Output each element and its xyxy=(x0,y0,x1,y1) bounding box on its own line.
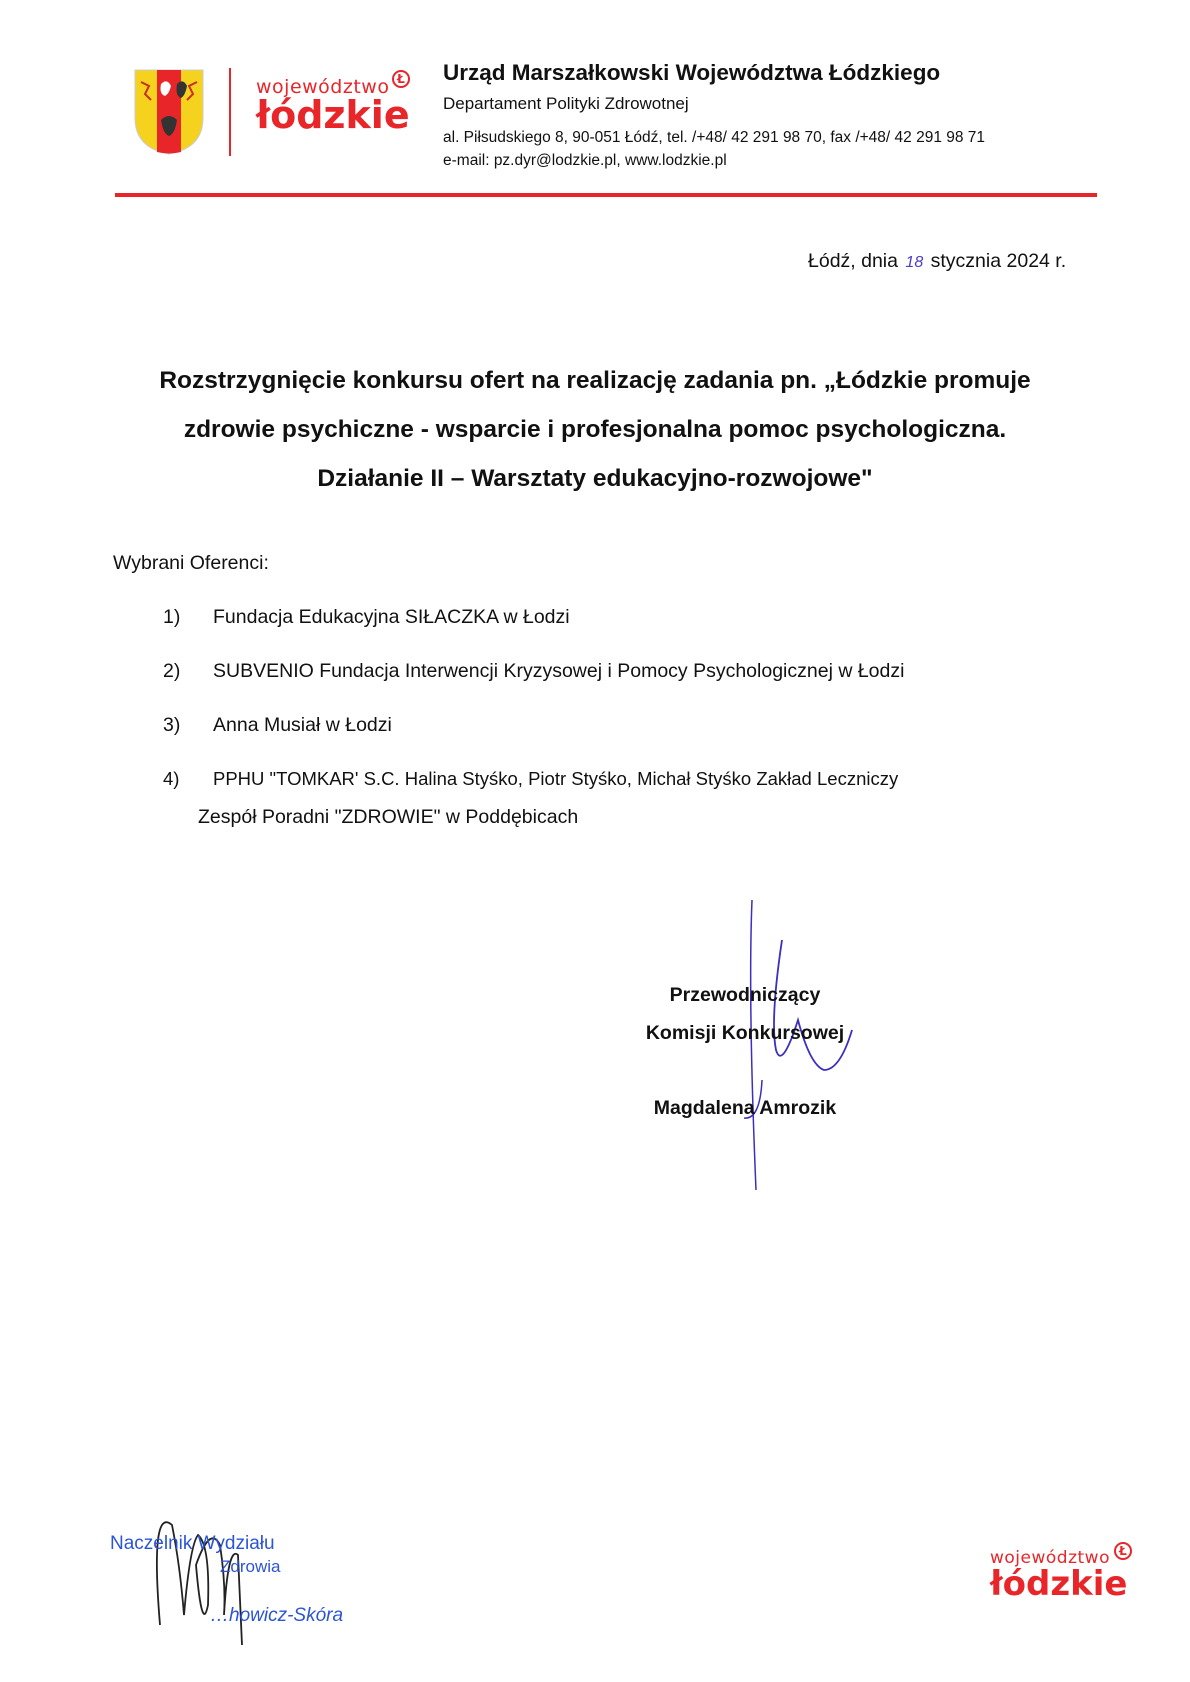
organization-name: Urząd Marszałkowski Województwa Łódzkiego xyxy=(443,60,941,85)
item-text: Anna Musiał w Łodzi xyxy=(213,714,392,736)
item-text: SUBVENIO Fundacja Interwencji Kryzysowej i Pomocy Psychologicznej w Łodzi xyxy=(213,660,905,682)
document-title: Rozstrzygnięcie konkursu ofert na realizację zadania pn. „Łódzkie promuje zdrowie psychiczne - wsparcie i profesjonalna pomoc psychologiczna. Działanie II – Warsztaty edukacyjno-rozwojowe" xyxy=(159,367,1031,492)
header-rule xyxy=(115,193,1097,197)
signatory-name: Magdalena Amrozik xyxy=(653,1097,837,1119)
selected-offerors-label: Wybrani Oferenci: xyxy=(113,552,269,574)
logo-line2: łódzkie xyxy=(256,93,410,137)
header-divider xyxy=(229,68,231,156)
coat-of-arms-icon xyxy=(133,68,205,156)
list-item-continuation: Zespół Poradni "ZDROWIE" w Poddębicach xyxy=(198,806,579,828)
handwritten-day: 18 xyxy=(905,254,924,271)
item-number: 4) xyxy=(163,768,180,789)
list-item xyxy=(163,660,904,683)
list-item xyxy=(163,606,570,629)
signatory-role-line1: Przewodniczący xyxy=(669,984,821,1006)
date-prefix: Łódź, dnia xyxy=(808,250,898,272)
wojewodztwo-lodzkie-logo xyxy=(256,72,410,137)
document-date xyxy=(808,250,1066,273)
stamp-line2: Zdrowia xyxy=(220,1557,281,1576)
logo-mark-icon: Ł xyxy=(392,70,410,88)
signatory-role-line2: Komisji Konkursowej xyxy=(645,1022,845,1044)
stamp-line1: Naczelnik Wydziału xyxy=(110,1533,275,1554)
address-line: al. Piłsudskiego 8, 90-051 Łódź, tel. /+48/ 42 291 98 70, fax /+48/ 42 291 98 71 xyxy=(443,129,986,146)
list-item xyxy=(163,714,392,737)
stamp xyxy=(110,1505,370,1645)
logo-line1: województwo xyxy=(256,76,390,98)
item-number: 3) xyxy=(163,714,181,736)
item-number: 2) xyxy=(163,660,181,682)
item-number: 1) xyxy=(163,606,181,628)
item-text: PPHU "TOMKAR' S.C. Halina Styśko, Piotr Styśko, Michał Styśko Zakład Leczniczy xyxy=(213,768,899,789)
department-name: Departament Polityki Zdrowotnej xyxy=(443,94,689,113)
footer-logo xyxy=(990,1544,1128,1604)
footer-logo-line1: województwo xyxy=(990,1548,1110,1568)
footer-logo-mark-icon: Ł xyxy=(1114,1542,1132,1560)
date-suffix: stycznia 2024 r. xyxy=(930,250,1067,272)
footer-logo-line2: łódzkie xyxy=(990,1564,1128,1604)
signature-scribble-icon xyxy=(700,900,900,1200)
list-item xyxy=(163,768,898,790)
item-text: Fundacja Edukacyjna SIŁACZKA w Łodzi xyxy=(213,606,570,628)
stamp-line3: …howicz-Skóra xyxy=(210,1605,344,1626)
email-line: e-mail: pz.dyr@lodzkie.pl, www.lodzkie.pl xyxy=(443,152,727,169)
